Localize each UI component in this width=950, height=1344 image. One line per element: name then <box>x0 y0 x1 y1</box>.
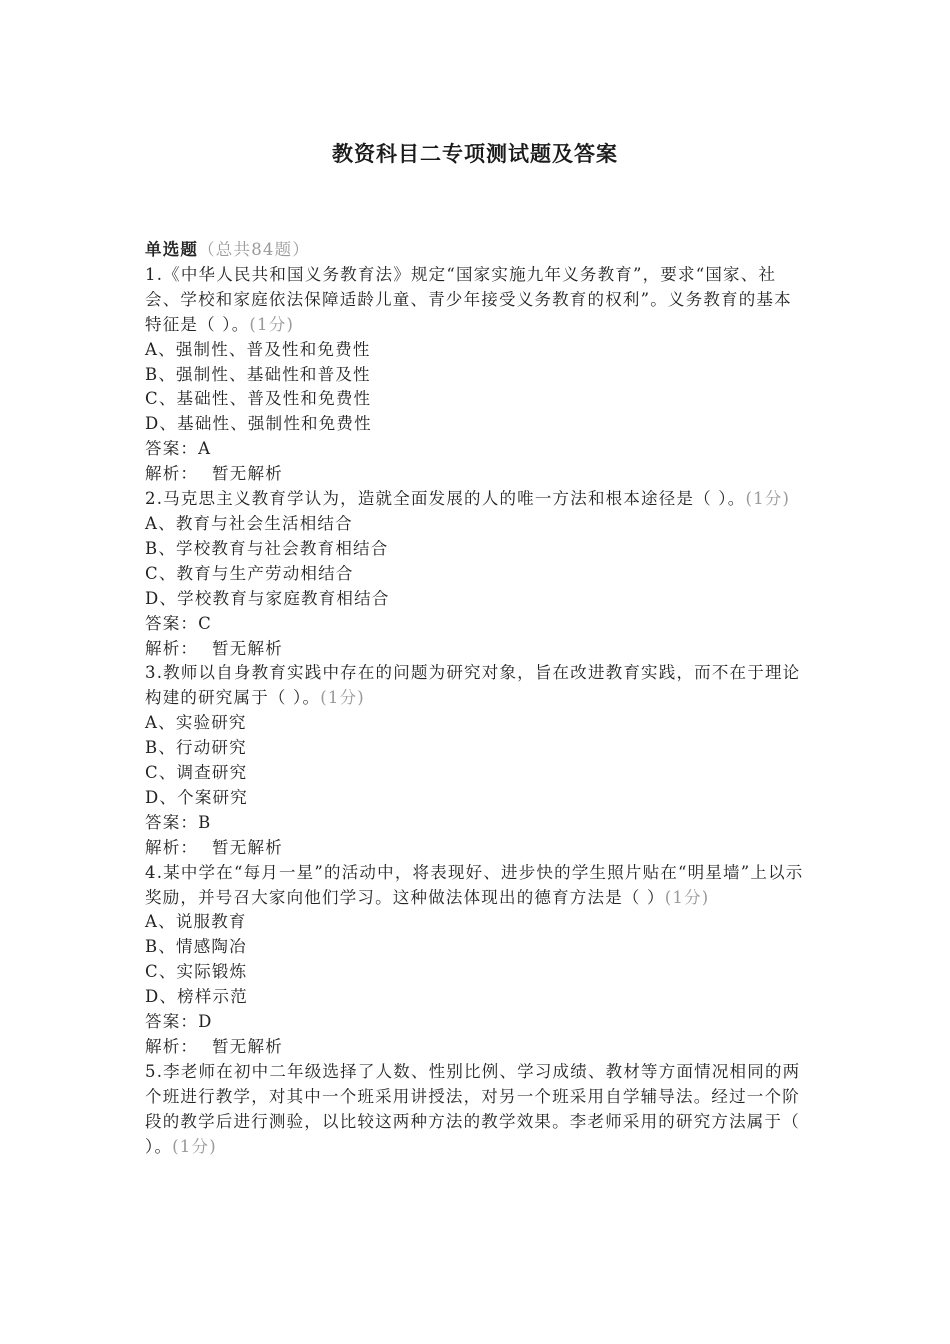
option-d: D、学校教育与家庭教育相结合 <box>145 588 390 608</box>
option-d: D、榜样示范 <box>145 987 248 1007</box>
option-c: C、实际锻炼 <box>145 962 248 982</box>
analysis-label: 解析： <box>145 464 199 484</box>
analysis-label: 解析： <box>145 638 199 658</box>
analysis-text: 暂无解析 <box>212 1037 283 1056</box>
section-heading-label: 单选题 <box>145 240 199 259</box>
option-d: D、基础性、强制性和免费性 <box>145 414 372 434</box>
analysis <box>145 637 805 662</box>
option-c: C、调查研究 <box>145 763 248 783</box>
question-stem <box>145 1060 805 1160</box>
question-points: (1分) <box>249 314 295 334</box>
answer: 答案：B <box>145 812 212 832</box>
section-heading <box>145 238 805 263</box>
question-stem-text: 5.李老师在初中二年级选择了人数、性别比例、学习成绩、教材等方面情况相同的两个班进行教学，对其中一个班采用讲授法，对另一个班采用自学辅导法。经过一个阶段的教学后进行测验，以比较这两种方法的教学效果。李老师采用的研究方法属于（ ）。 <box>145 1061 801 1156</box>
option-a: A、教育与社会生活相结合 <box>145 513 353 533</box>
analysis-text: 暂无解析 <box>212 638 283 658</box>
option-d: D、个案研究 <box>145 787 248 807</box>
option-c: C、基础性、普及性和免费性 <box>145 389 372 409</box>
question-stem-text: 4.某中学在“每月一星”的活动中，将表现好、进步快的学生照片贴在“明星墙”上以示奖励，并号召大家向他们学习。这种做法体现出的德育方法是（ ） <box>145 862 804 907</box>
question-2 <box>145 487 805 661</box>
question-stem <box>145 661 805 711</box>
document-content <box>145 238 805 1160</box>
question-points: (1分) <box>664 887 710 907</box>
analysis <box>145 462 805 487</box>
analysis-text: 暂无解析 <box>212 837 283 857</box>
answer: 答案：D <box>145 1012 213 1032</box>
option-b: B、行动研究 <box>145 738 247 758</box>
question-3 <box>145 661 805 860</box>
analysis-label: 解析： <box>145 1037 199 1056</box>
question-count: （总共84题） <box>198 240 311 259</box>
option-b: B、学校教育与社会教育相结合 <box>145 538 389 558</box>
document-title: 教资科目二专项测试题及答案 <box>332 141 618 166</box>
question-4 <box>145 861 805 1060</box>
question-stem-text: 2.马克思主义教育学认为，造就全面发展的人的唯一方法和根本途径是（ ）。 <box>145 489 746 509</box>
question-stem-text: 3.教师以自身教育实践中存在的问题为研究对象，旨在改进教育实践，而不在于理论构建的研究属于（ ）。 <box>145 663 801 708</box>
question-points: (1分) <box>172 1136 217 1156</box>
question-stem <box>145 263 805 338</box>
answer: 答案：C <box>145 613 212 633</box>
analysis <box>145 1035 805 1060</box>
question-1 <box>145 263 805 487</box>
option-c: C、教育与生产劳动相结合 <box>145 563 354 583</box>
analysis <box>145 836 805 861</box>
question-stem-text: 1.《中华人民共和国义务教育法》规定“国家实施九年义务教育”，要求“国家、社会、学校和家庭依法保障适龄儿童、青少年接受义务教育的权利”。义务教育的基本特征是（ ）。 <box>145 264 792 334</box>
option-a: A、强制性、普及性和免费性 <box>145 339 371 359</box>
option-b: B、强制性、基础性和普及性 <box>145 364 371 384</box>
answer: 答案：A <box>145 439 212 459</box>
question-stem <box>145 487 805 512</box>
analysis-text: 暂无解析 <box>212 464 283 484</box>
option-a: A、说服教育 <box>145 912 247 932</box>
question-stem <box>145 861 805 911</box>
analysis-label: 解析： <box>145 837 199 857</box>
question-5 <box>145 1060 805 1160</box>
question-points: (1分) <box>320 688 365 708</box>
question-points: (1分) <box>745 489 791 509</box>
option-a: A、实验研究 <box>145 713 247 733</box>
option-b: B、情感陶冶 <box>145 937 247 957</box>
